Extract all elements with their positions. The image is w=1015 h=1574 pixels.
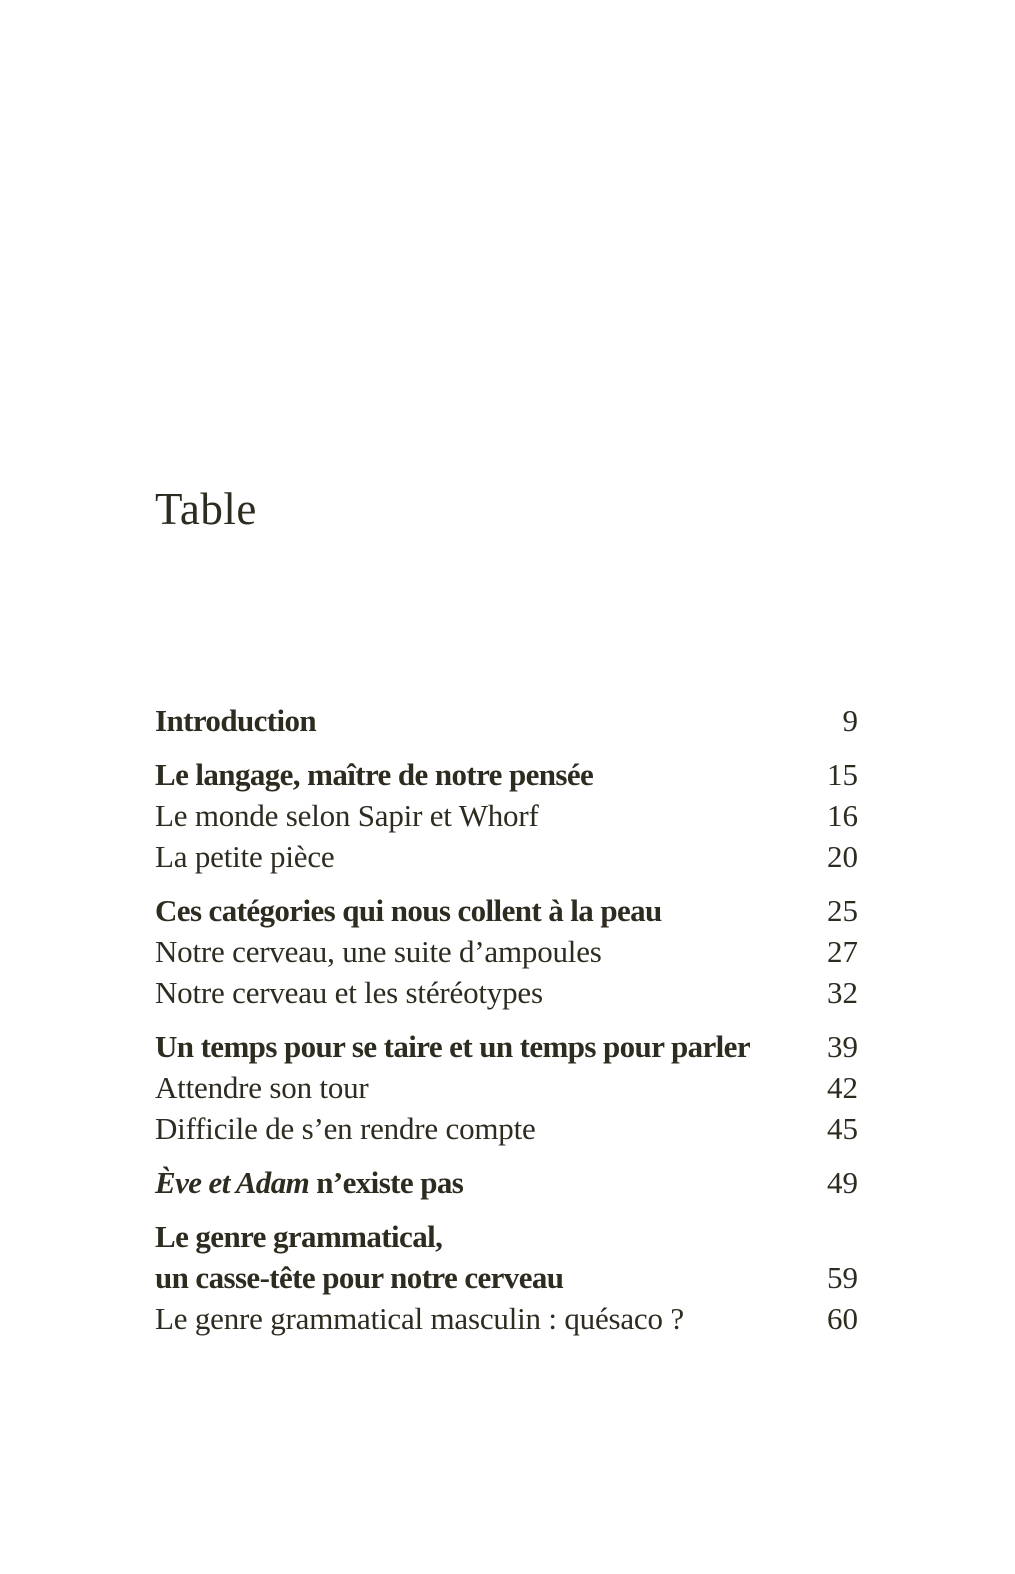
toc-entry-eve-et-adam (155, 1162, 858, 1203)
toc-entry-page: 49 (827, 1165, 858, 1200)
toc-entry-page: 39 (827, 1029, 858, 1064)
toc-entry-le-genre-grammatical (155, 1216, 858, 1298)
toc-entry-title: Un temps pour se taire et un temps pour parler (155, 1029, 750, 1064)
toc-entry-title (155, 1162, 463, 1203)
toc-entry-notre-cerveau-ampoules (155, 931, 858, 972)
toc-entry-title: Notre cerveau, une suite d’ampoules (155, 934, 602, 969)
toc-entry-introduction (155, 700, 858, 741)
page-title: Table (155, 484, 257, 534)
toc-entry-le-langage (155, 754, 858, 795)
toc-entry-title (155, 1216, 563, 1298)
toc-entry-difficile (155, 1108, 858, 1149)
toc-entry-page: 16 (827, 798, 858, 833)
toc-entry-le-monde (155, 795, 858, 836)
toc-entry-title-italic-part: Ève et Adam (155, 1165, 310, 1200)
toc-entry-page: 60 (827, 1301, 858, 1336)
toc-entry-attendre-son-tour (155, 1067, 858, 1108)
toc-entry-title: Notre cerveau et les stéréotypes (155, 975, 543, 1010)
toc-entry-title: Le monde selon Sapir et Whorf (155, 798, 539, 833)
toc-entry-title: Ces catégories qui nous collent à la peau (155, 893, 662, 928)
toc-entry-la-petite-piece (155, 836, 858, 877)
toc-entry-page: 32 (827, 975, 858, 1010)
toc-entry-title-rest: n’existe pas (309, 1165, 464, 1200)
toc-entry-title-line1: Le genre grammatical, (155, 1219, 443, 1254)
toc-entry-title: Le genre grammatical masculin : quésaco ? (155, 1301, 684, 1336)
toc-entry-title: Attendre son tour (155, 1070, 369, 1105)
toc-entry-ces-categories (155, 890, 858, 931)
toc-entry-title: La petite pièce (155, 839, 335, 874)
toc-entry-page: 45 (827, 1111, 858, 1146)
toc-entry-page: 42 (827, 1070, 858, 1105)
toc-entry-page: 59 (827, 1260, 858, 1295)
toc-entry-title: Introduction (155, 703, 317, 738)
toc-entry-genre-masculin-quesaco (155, 1298, 858, 1339)
toc-entry-notre-cerveau-stereotypes (155, 972, 858, 1013)
toc-entry-title-line2: un casse-tête pour notre cerveau (155, 1260, 564, 1295)
toc-entry-title: Difficile de s’en rendre compte (155, 1111, 536, 1146)
toc-entry-page: 15 (827, 757, 858, 792)
toc-entry-page: 27 (827, 934, 858, 969)
toc-entry-title: Le langage, maître de notre pensée (155, 757, 594, 792)
toc-entry-page: 20 (827, 839, 858, 874)
toc-list (155, 700, 858, 1339)
toc-entry-page: 9 (842, 703, 858, 738)
toc-entry-page: 25 (827, 893, 858, 928)
toc-entry-un-temps (155, 1026, 858, 1067)
